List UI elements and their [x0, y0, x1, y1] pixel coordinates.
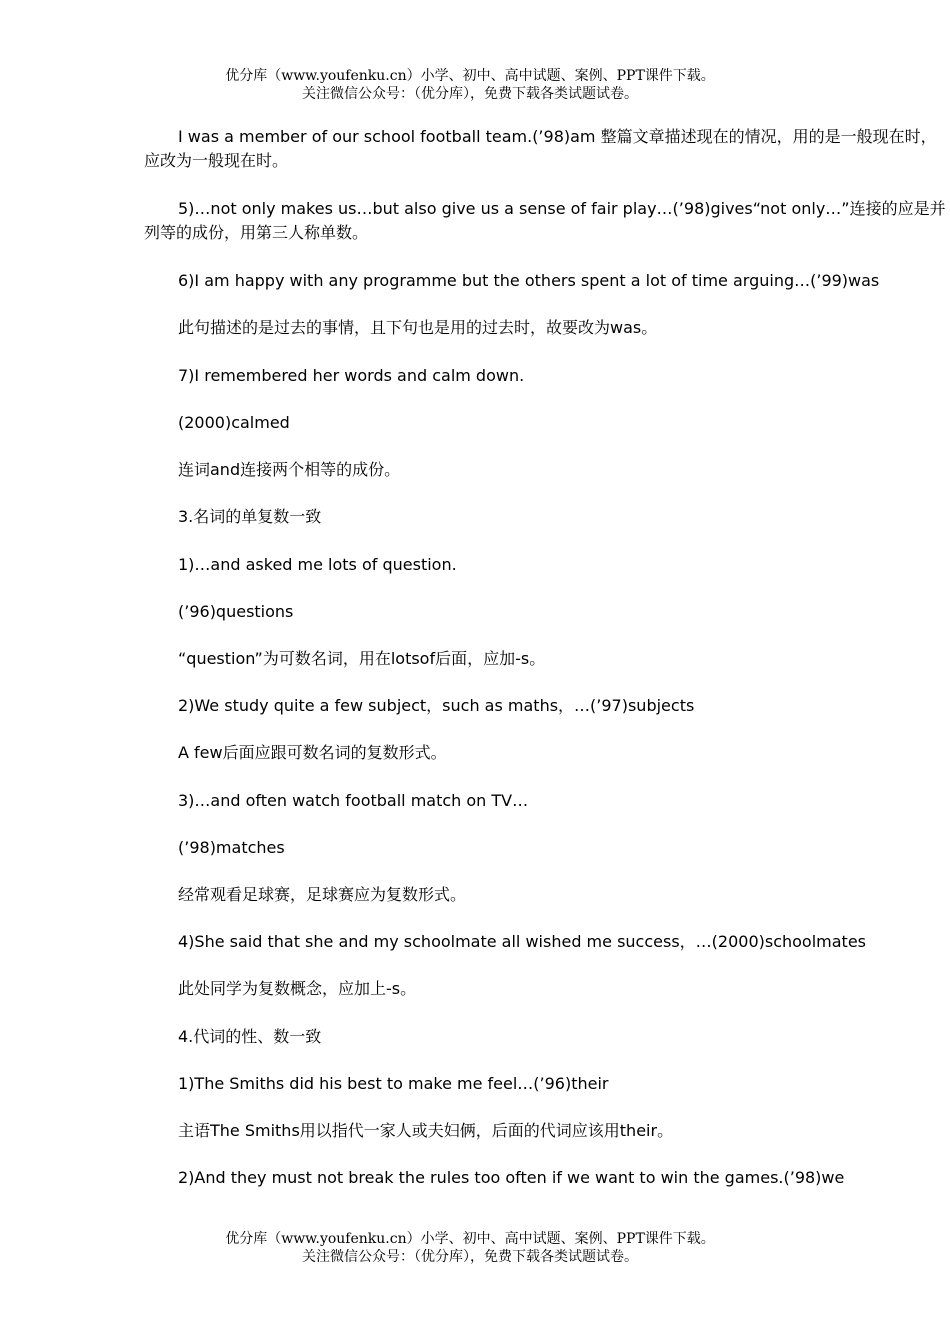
paragraph-7: 连词and连接两个相等的成份。: [178, 460, 401, 479]
paragraph-2: 5)…not only makes us…but also give us a sense of fair play…(’98)gives“not only…”连接的应是并列等的成份，用第三人称单数。: [144, 199, 946, 242]
paragraph-1: I was a member of our school football team.(’98)am 整篇文章描述现在的情况，用的是一般现在时，应改为一般现在时。: [144, 127, 937, 170]
paragraph-13: A few后面应跟可数名词的复数形式。: [178, 743, 447, 762]
paragraph-9: 1)…and asked me lots of question.: [178, 555, 457, 574]
paragraph-4: 此句描述的是过去的事情，且下句也是用的过去时，故要改为was。: [178, 318, 658, 337]
paragraph-5: 7)I remembered her words and calm down.: [178, 366, 525, 385]
paragraph-10: (’96)questions: [178, 602, 294, 621]
paragraph-16: 经常观看足球赛，足球赛应为复数形式。: [178, 885, 467, 904]
footer-line-1: 优分库（www.youfenku.cn）小学、初中、高中试题、案例、PPT课件下载。: [225, 1231, 715, 1247]
paragraph-6: (2000)calmed: [178, 413, 290, 432]
paragraph-20: 1)The Smiths did his best to make me feel…(’96)their: [178, 1074, 609, 1093]
section-heading-3: 3.名词的单复数一致: [178, 507, 322, 526]
paragraph-11: “question”为可数名词，用在lotsof后面，应加-s。: [178, 649, 546, 668]
paragraph-17: 4)She said that she and my schoolmate all wished me success，…(2000)schoolmates: [178, 932, 866, 951]
footer-line-2: 关注微信公众号：（优分库），免费下载各类试题试卷。: [302, 1249, 638, 1265]
page-footer: [0, 1230, 950, 1266]
paragraph-21: 主语The Smiths用以指代一家人或夫妇俩，后面的代词应该用their。: [178, 1121, 674, 1140]
paragraph-22: 2)And they must not break the rules too often if we want to win the games.(’98)we: [178, 1168, 845, 1187]
paragraph-3: 6)I am happy with any programme but the others spent a lot of time arguing…(’99)was: [178, 271, 880, 290]
page-header: [0, 67, 950, 103]
paragraph-14: 3)…and often watch football match on TV…: [178, 791, 529, 810]
paragraph-18: 此处同学为复数概念，应加上-s。: [178, 979, 417, 998]
header-line-1: 优分库（www.youfenku.cn）小学、初中、高中试题、案例、PPT课件下载。: [225, 68, 715, 84]
section-heading-4: 4.代词的性、数一致: [178, 1027, 322, 1046]
header-line-2: 关注微信公众号：（优分库），免费下载各类试题试卷。: [302, 86, 638, 102]
paragraph-12: 2)We study quite a few subject，such as maths，…(’97)subjects: [178, 696, 695, 715]
paragraph-15: (’98)matches: [178, 838, 285, 857]
